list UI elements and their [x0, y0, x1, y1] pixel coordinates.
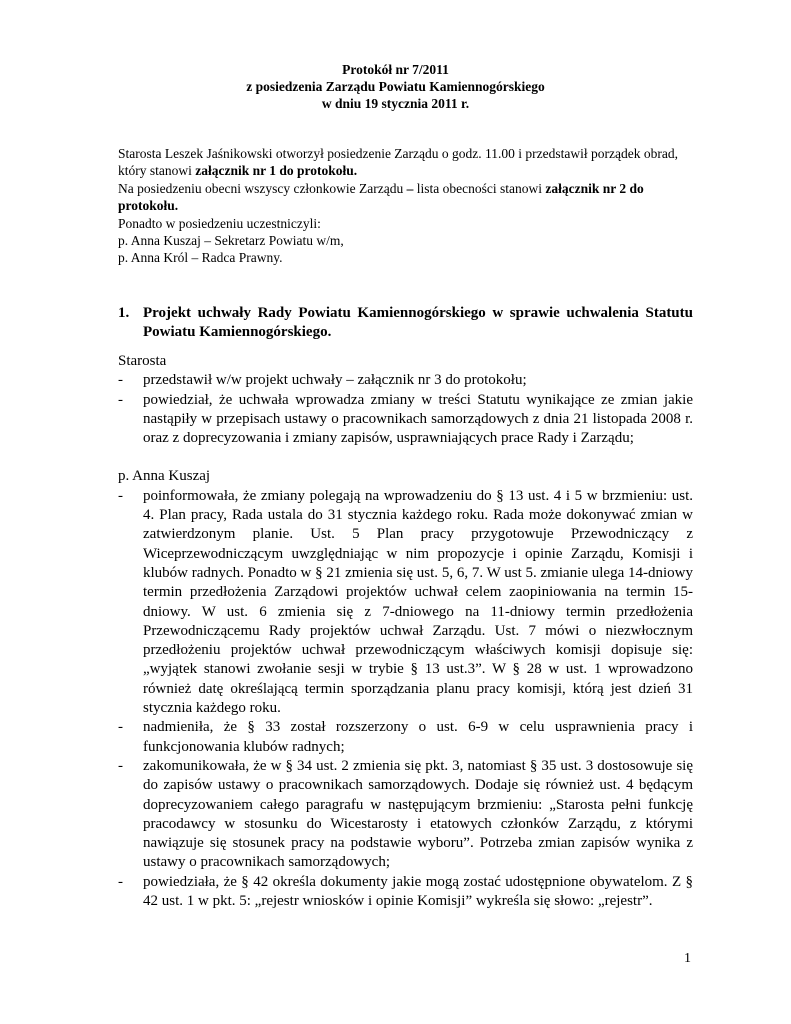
agenda-item-title: Projekt uchwały Rady Powiatu Kamiennogórskiego w sprawie uchwalenia Statutu Powiatu Kamiennogórskiego. — [143, 305, 693, 340]
speaker-anna-kuszaj: p. Anna Kuszaj — [118, 468, 211, 485]
bullet-dash: - — [118, 757, 123, 774]
title-line-1: Protokół nr 7/2011 — [342, 62, 449, 77]
participant-line-2: p. Anna Król – Radca Prawny. — [118, 250, 283, 266]
list-item: - powiedziała, że § 42 określa dokumenty jakie mogą zostać udostępnione obywatelom. Z § 42 ust. 1 w pkt. 5: „rejestr wniosków i opinie Komisji” wykreśla się słowo: „rejestr”. — [118, 873, 693, 912]
title-line-2: z posiedzenia Zarządu Powiatu Kamiennogórskiego — [246, 79, 545, 94]
starosta-statements — [118, 371, 693, 448]
list-item: - przedstawił w/w projekt uchwały – załącznik nr 3 do protokołu; — [118, 371, 693, 390]
list-item: - poinformowała, że zmiany polegają na wprowadzeniu do § 13 ust. 4 i 5 w brzmieniu: ust. 4. Plan pracy, Rada ustala do 31 stycznia każdego roku. Rada może dokonywać zmian w zatwierdzonym planie. Ust. 5 Plan pracy przygotowuje Przewodniczący z Wiceprzewodniczącym uwzględniając w nim propozycje i opinie Zarządu, Komisji i klubów radnych. Ponadto w § 21 zmienia się ust. 5, 6, 7. W ust 5. zmianie ulega 14-dniowy termin przedłożenia Zarządowi projektów uchwał celem zaopiniowania na termin 15-dniowy. W ust. 6 zmienia się z 7-dniowego na 11-dniowy termin przedłożenia Przewodniczącemu Rady projektów uchwał Zarządu. Ust. 7 mówi o niezwłocznym przedłożeniu projektów uchwał przewodniczącym właściwych komisji dopisuje się: „wyjątek stanowi zwołanie sesji w trybie § 13 ust.3”. W § 28 w ust. 1 wprowadzono również datę określającą termin sporządzania planu pracy komisji, którą jest dzień 31 stycznia każdego roku. — [118, 487, 693, 719]
protocol-title — [0, 61, 791, 112]
page-number: 1 — [684, 951, 691, 966]
bullet-dash: - — [118, 873, 123, 890]
attachment-2-reference: załącznik nr 2 do protokołu. — [118, 180, 644, 214]
participant-line-1: p. Anna Kuszaj – Sekretarz Powiatu w/m, — [118, 233, 344, 249]
bullet-dash: - — [118, 372, 123, 389]
list-item: - nadmieniła, że § 33 został rozszerzony o ust. 6-9 w celu usprawnienia pracy i funkcjonowania klubów radnych; — [118, 718, 693, 757]
speaker-starosta: Starosta — [118, 353, 167, 369]
bullet-dash: - — [118, 719, 123, 736]
intro-participants-label: Ponadto w posiedzeniu uczestniczyli: — [118, 215, 321, 231]
attachment-1-reference: załącznik nr 1 do protokołu. — [195, 163, 358, 179]
list-item: - powiedział, że uchwała wprowadza zmiany w treści Statutu wynikające ze zmian jakie nastąpiły w przepisach ustawy o pracownikach samorządowych z dnia 21 listopada 2008 r. oraz z doprecyzowania i zmiany zapisów, usprawniających prace Rady i Zarządu; — [118, 391, 693, 449]
agenda-item-heading — [118, 304, 693, 342]
kuszaj-statements — [118, 487, 693, 912]
intro-attendance-paragraph: Na posiedzeniu obecni wszyscy członkowie Zarządu – lista obecności stanowi załącznik nr 2 do protokołu. — [118, 180, 644, 214]
intro-block — [118, 145, 693, 267]
title-line-3: w dniu 19 stycznia 2011 r. — [321, 96, 470, 111]
bullet-dash: - — [118, 487, 123, 504]
intro-opening-paragraph: Starosta Leszek Jaśnikowski otworzył posiedzenie Zarządu o godz. 11.00 i przedstawił porządek obrad, który stanowi załącznik nr 1 do protokołu. — [118, 146, 678, 179]
bullet-dash: - — [118, 391, 123, 408]
list-item: - zakomunikowała, że w § 34 ust. 2 zmienia się pkt. 3, natomiast § 35 ust. 3 dostosowuje się do zapisów ustawy o pracownikach samorządowych. Dodaje się również ust. 4 będącym doprecyzowaniem całego paragrafu w następującym brzmieniu: „Starosta pełni funkcję pracodawcy w stosunku do Wicestarosty i etatowych członków Zarządu, z którymi nawiązuje się stosunek pracy na podstawie wyboru”. Potrzeba zmian zapisów wynika z ustawy o pracownikach samorządowych; — [118, 757, 693, 873]
agenda-item-number: 1. — [118, 305, 130, 321]
agenda-item-1 — [118, 304, 693, 911]
